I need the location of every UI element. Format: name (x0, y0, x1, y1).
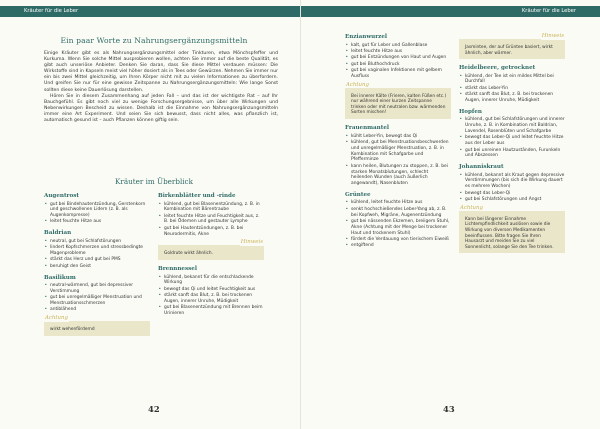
herb-properties (345, 200, 451, 249)
warning-label: Achtung (45, 315, 68, 322)
right-page (300, 0, 600, 429)
warning-text: Kann bei längerer Einnahme Lichtempfindlichkeit auslösen sowie die Wirkung von diversen Medikamenten beeinflussen. Bitte fragen Sie Ihren Hausarzt und meiden Sie zu viel Sonnenlicht, solange Sie den Tee trinken. (465, 216, 554, 250)
property-item: • kalt, gut für Leber und Gallenblase (345, 43, 451, 49)
warning-label: Achtung (460, 204, 483, 211)
herb-entry (44, 193, 150, 225)
property-item: • gut bei Entzündungen von Haut und Augen (345, 55, 451, 61)
running-header: Kräuter für die Leber (0, 6, 300, 17)
herb-column-4 (459, 34, 565, 259)
property-item: • gut bei Blasenentzündung mit Brennen beim Urinieren (158, 305, 264, 317)
property-item: • leitet feuchte Hitze aus (44, 219, 150, 225)
warning-label: Achtung (346, 81, 369, 88)
herb-entry (158, 266, 264, 317)
property-item: • gut bei unregelmäßiger Menstruation und Menstruationsschmerzen (44, 295, 150, 307)
property-item: • leitet feuchte Hitze und Feuchtigkeit aus, z. B. bei Ödemen und gestauter Lymphe (158, 214, 264, 226)
property-item: • kühlt Leber-Yin, bewegt das Qi (345, 134, 451, 140)
herb-title: Brennnessel (158, 266, 197, 273)
property-item: • lindert Kopfschmerzen und stressbedingte Magenprobleme (44, 245, 150, 257)
herb-entry (459, 164, 565, 203)
hint-text: Goldrute wirkt ähnlich. (164, 251, 213, 257)
property-item: • stärkt sanft das Blut, z. B. bei trockenen Augen, innerer Unruhe, Müdigkeit (158, 293, 264, 305)
herb-column-3 (345, 34, 451, 254)
herb-column-2 (158, 193, 264, 322)
herb-entry (345, 192, 451, 249)
property-item: • bewegt das Leber-Qi (459, 191, 565, 197)
property-item: • stärkt sanft das Blut, z. B. bei trockenen Augen, innerer Unruhe, Müdigkeit (459, 92, 565, 104)
property-item: • bewegt das Qi und leitet Feuchtigkeit aus (158, 287, 264, 293)
section-heading: Ein paar Worte zu Nahrungsergänzungsmitteln (60, 36, 248, 45)
property-item: • kühlend, gut bei Menstruationsbeschwerden und unregelmäßiger Menstruation, z. B. in Kombination mit Schafgarbe und Pfefferminze (345, 140, 451, 163)
herb-title: Birkenblätter und -rinde (158, 193, 236, 199)
warning-box (459, 204, 565, 254)
warning-box (345, 81, 451, 119)
page-number: 43 (443, 404, 455, 414)
property-item: • kühlend, bekannt als Kraut gegen depressive Verstimmungen (bis sich die Wirkung dauert es mehrere Wochen) (459, 173, 565, 190)
property-item: • gut bei Schlafstörungen und Angst (459, 197, 565, 203)
property-item: • gut bei Bindehautentzündung, Gerstenkorn und geschwollenen Lidern (z. B. als Augenkompresse) (44, 202, 150, 219)
hint-label: Hinweis (541, 33, 564, 39)
property-item: • neutral, gut bei Schlafstörungen (44, 239, 150, 245)
herb-title: Enzianwurzel (345, 34, 388, 40)
herb-properties (44, 202, 150, 226)
property-item: • neutral-wärmend, gut bei depressiver Verstimmung (44, 283, 150, 295)
herb-properties (459, 74, 565, 104)
property-item: • kühlend, leitet feuchte Hitze aus (345, 200, 451, 206)
hint-label: Hinweis (240, 239, 263, 246)
herb-properties (158, 202, 264, 238)
herb-properties (459, 173, 565, 203)
herb-entry (459, 65, 565, 104)
property-item: • beruhigt den Geist (44, 264, 150, 270)
herb-column-1 (44, 193, 150, 342)
herb-title: Hopfen (459, 108, 482, 115)
page-number: 42 (148, 404, 160, 414)
intro-text (44, 51, 278, 124)
property-item: • entgiftend (345, 243, 451, 249)
property-item: • stärkt das Leber-Yin (459, 86, 565, 92)
herb-title: Heidelbeere, getrocknet (459, 65, 536, 72)
property-item: • kann heilen, Blutungen zu stoppen, z. B. bei starken Monatsblutungen, schlecht heilenden Wunden (auch äußerlich angewandt), Nasenbluten (345, 164, 451, 187)
property-item: • bewegt das Leber-Qi und leitet feuchte Hitze aus der Leber aus (459, 135, 565, 147)
intro-paragraph-1: Einige Kräuter gibt es als Nahrungsergänzungsmittel oder Tinkturen, etwa Mönchspfeffer und Kurkuma. Wenn Sie solche Mittel ausprobieren wollen, achten Sie immer auf die beste Qualität, es gibt auch unseriöse Anbieter. Denken Sie daran, dass Sie diese Mittel verdauen müssen: Die Wirkstoffe sind in Kapseln meist viel höher dosiert als in Tees oder Gewürzen. Nehmen Sie immer nur ein bis zwei Mittel gleichzeitig, um Ihren Körper nicht mit zu vielen Informationen zu überfordern. Und greifen Sie nur für eine gewisse Zeitspanne zu Nahrungsergänzungsmitteln: Wie lange Sonst sollten diese keine Dauerlösung darstellen. (44, 51, 278, 93)
property-item: • gut bei Hautentzündungen, z. B. bei Neurodermitis, Akne (158, 226, 264, 238)
herb-properties (44, 239, 150, 270)
property-item: • gut bei vaginalen Infektionen mit gelbem Ausfluss (345, 68, 451, 80)
herb-properties (345, 43, 451, 80)
herb-properties (44, 283, 150, 313)
warning-box (44, 315, 150, 336)
herb-title: Augentrost (44, 193, 79, 199)
herb-entry (158, 193, 264, 237)
property-item: • gut bei Bluthochdruck (345, 62, 451, 68)
herb-title: Grüntee (345, 191, 371, 198)
warning-text: Bei innerer Kälte (Frieren, kalten Füßen etc.) nur während einer kurzen Zeitspanne trinken oder mit neutralen bzw. wärmenden Sorten mischen! (351, 93, 447, 116)
property-item: • senkt hochschießendes Leber-Yang ab, z. B. bei Kopfweh, Migräne, Augenentzündung (345, 207, 451, 219)
property-item: • kühlend, bekannt für die entschlackende Wirkung (158, 275, 264, 287)
herb-title: Basilikum (44, 274, 76, 281)
property-item: • fördert die Verdauung von tierischem Eiweiß (345, 237, 451, 243)
property-item: • leitet feuchte Hitze aus (345, 49, 451, 55)
hint-text: Jasmintee, der auf Grüntee basiert, wirkt ähnlich, aber wärmer. (465, 45, 553, 56)
herb-entry (44, 275, 150, 314)
property-item: • gut bei unreinen Hautzuständen, Furunkeln und Abszessen (459, 148, 565, 160)
herb-entry (459, 109, 565, 159)
herb-entry (345, 125, 451, 187)
hint-box (459, 33, 565, 59)
property-item: • kühlend, gut bei Blasenentzündung, z. B. in Kombination mit Bärentraube (158, 202, 264, 214)
property-item: • antiblähend (44, 307, 150, 313)
running-header: Kräuter für die Leber (301, 6, 600, 17)
herb-properties (345, 134, 451, 187)
property-item: • gut bei nässenden Ekzemen, breiigem Stuhl, Akne (Achtung mit der Menge bei trockener Haut und trockenem Stuhl) (345, 219, 451, 236)
herb-entry (345, 34, 451, 80)
overview-heading: Kräuter im Überblick (115, 177, 193, 186)
property-item: • kühlend, der Tee ist ein mildes Mittel bei Durchfall (459, 74, 565, 86)
property-item: • kühlend, gut bei Schlafstörungen und innerer Unruhe, z. B. in Kombination mit Baldrian, Lavendel, Rosenblüten und Schafgarbe (459, 117, 565, 134)
intro-paragraph-2: Hören Sie in diesem Zusammenhang auf jeden Fall – und das ist der wichtigste Rat – auf Ihr Bauchgefühl. Es gibt noch viel zu wenige Forschungsergebnisse, um über alle Wirkungen und Nebenwirkungen Bescheid zu wissen. Deshalb ist die Einnahme von Nahrungsergänzungsmitteln immer eine Art Experiment. Und seien Sie sich bewusst, dass nicht alles, was pflanzlich ist, automatisch gesund ist – auch Pflanzen können giftig sein. (44, 93, 278, 124)
property-item: • stärkt das Herz und gut bei PMS (44, 257, 150, 263)
warning-text: wirkt wehenfördernd (50, 327, 95, 333)
herb-entry (44, 230, 150, 269)
hint-box (158, 239, 264, 260)
herb-properties (459, 117, 565, 159)
herb-title: Baldrian (44, 230, 72, 237)
herb-title: Johanniskraut (459, 164, 504, 171)
herb-title: Frauenmantel (345, 125, 390, 132)
herb-properties (158, 275, 264, 317)
